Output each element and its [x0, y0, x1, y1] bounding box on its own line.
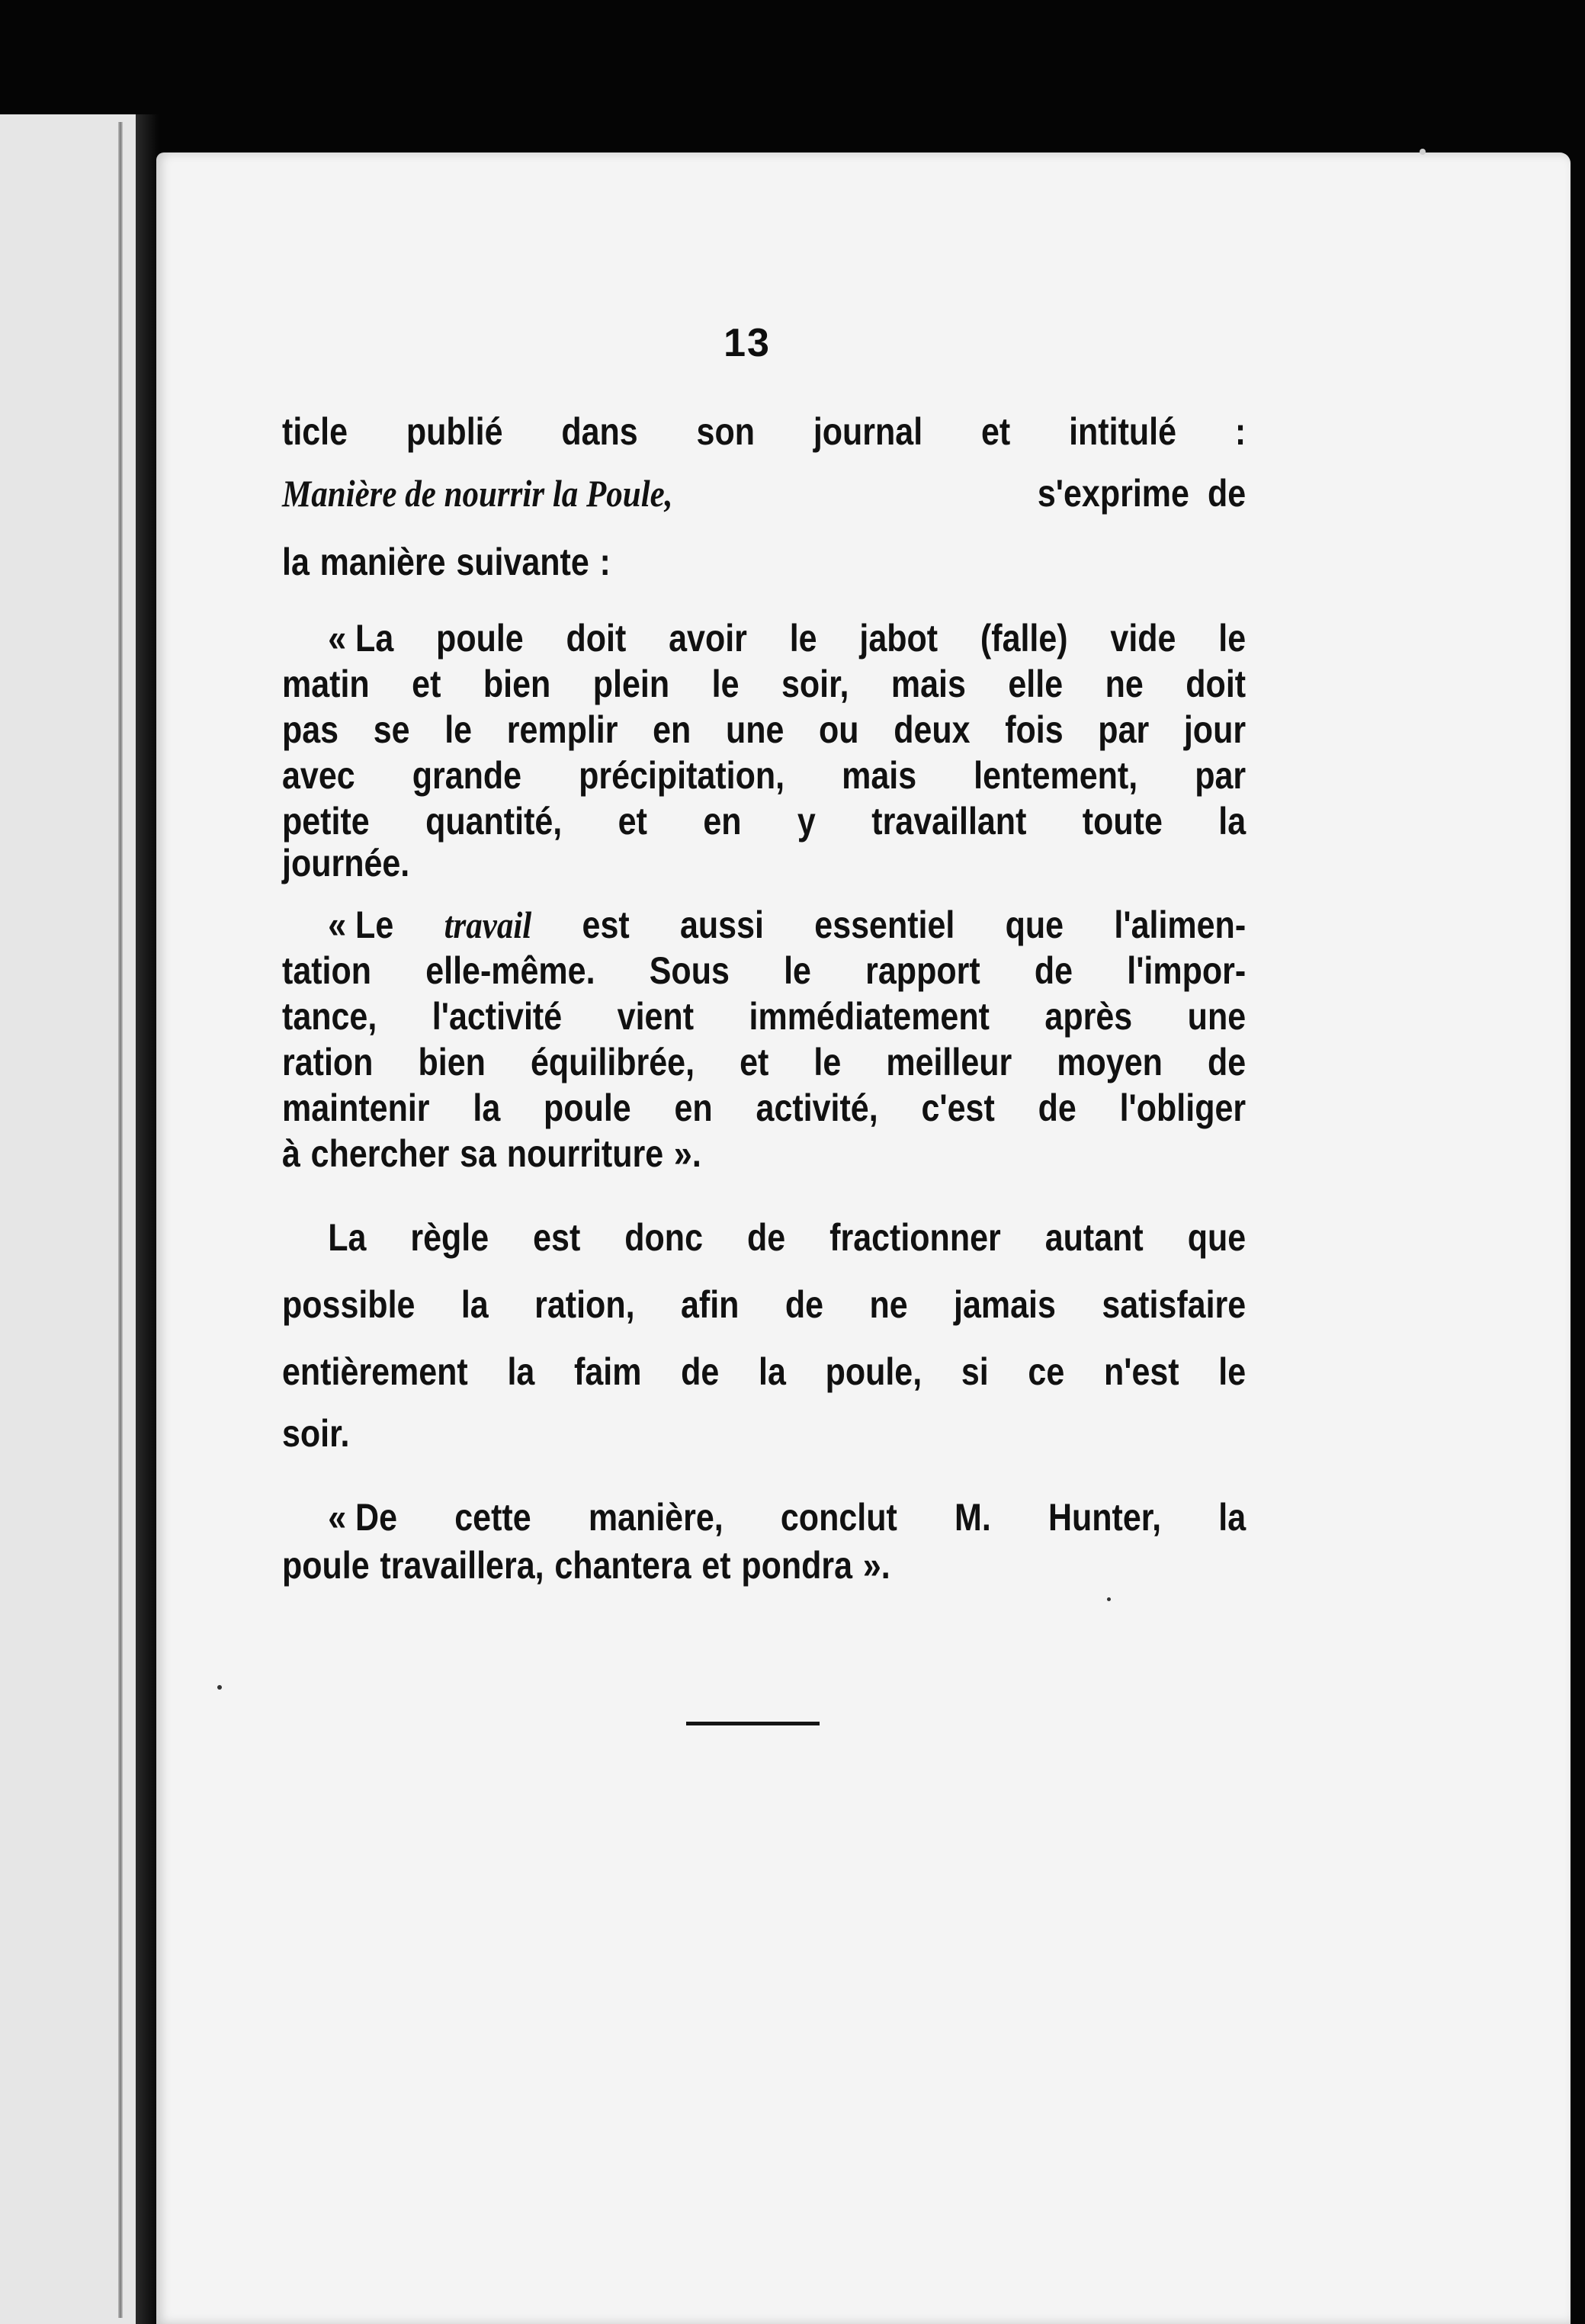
- word: à: [282, 1132, 300, 1175]
- word: poule,: [825, 1350, 922, 1393]
- text-line: [282, 993, 1246, 1039]
- word: poule: [544, 1087, 631, 1129]
- word: poule: [436, 617, 524, 660]
- word: ce: [1028, 1350, 1065, 1393]
- word: le: [1218, 1350, 1247, 1393]
- word: par: [1098, 708, 1150, 751]
- word: le: [789, 617, 817, 660]
- word: maintenir: [282, 1087, 430, 1129]
- article-title-italic: Manière de nourrir la Poule,: [282, 472, 673, 515]
- word: publié: [406, 410, 503, 453]
- word: chercher: [310, 1132, 450, 1175]
- word: de: [746, 1216, 786, 1259]
- word: intitulé: [1069, 410, 1177, 453]
- word: pas: [282, 708, 339, 751]
- word: « Le: [328, 904, 394, 946]
- word: l'impor-: [1127, 949, 1247, 992]
- word: rapport: [865, 949, 980, 992]
- word: une: [725, 708, 784, 751]
- word: s'exprime: [1037, 472, 1189, 515]
- text-line: [282, 1405, 1246, 1466]
- word: lentement,: [974, 754, 1138, 797]
- word: de: [784, 1283, 824, 1326]
- speck: [1420, 149, 1426, 155]
- word: elle-même.: [425, 949, 595, 992]
- word: ration,: [534, 1283, 635, 1326]
- word: satisfaire: [1102, 1283, 1247, 1326]
- word: et: [701, 1544, 731, 1587]
- word: et: [740, 1041, 769, 1083]
- text-line: [282, 1492, 1246, 1542]
- word: tation: [282, 949, 372, 992]
- word: travaillant: [871, 800, 1027, 843]
- word: quantité,: [425, 800, 563, 843]
- word: elle: [1008, 663, 1064, 705]
- page-body: [282, 408, 1247, 1588]
- text-line: [282, 525, 1246, 592]
- word: suivante: [456, 541, 589, 583]
- word: l'obliger: [1119, 1087, 1247, 1129]
- word: règle: [410, 1216, 489, 1259]
- word: la: [282, 541, 310, 583]
- word: par: [1195, 754, 1247, 797]
- word: grande: [412, 754, 522, 797]
- speck: [217, 1685, 222, 1690]
- text-line: [282, 753, 1246, 798]
- word: une: [1187, 995, 1247, 1038]
- paragraph-continuation: [282, 408, 1246, 592]
- word: et: [412, 663, 441, 705]
- word: toute: [1082, 800, 1163, 843]
- word: de: [1038, 1087, 1076, 1129]
- word: possible: [282, 1283, 416, 1326]
- word: en: [653, 708, 691, 751]
- word: cette: [454, 1496, 531, 1539]
- speck: [1107, 1597, 1111, 1601]
- word: précipitation,: [579, 754, 785, 797]
- word: et: [981, 410, 1011, 453]
- word: n'est: [1103, 1350, 1179, 1393]
- word: après: [1044, 995, 1133, 1038]
- quote-paragraph: [282, 902, 1246, 1176]
- word: immédiatement: [749, 995, 990, 1038]
- word: mais: [890, 663, 966, 705]
- word: travaillera,: [380, 1544, 544, 1587]
- word: jabot: [859, 617, 938, 660]
- left-page-edge-strip: [0, 114, 136, 2324]
- word: avec: [282, 754, 355, 797]
- word: doit: [566, 617, 627, 660]
- word: remplir: [506, 708, 618, 751]
- word: poule: [282, 1544, 370, 1587]
- word: est: [533, 1216, 581, 1259]
- word: :: [599, 541, 611, 583]
- word: manière: [319, 541, 446, 583]
- word: tance,: [282, 995, 377, 1038]
- word: son: [696, 410, 755, 453]
- word: vide: [1110, 617, 1176, 660]
- gutter-shadow: [136, 114, 159, 2324]
- word: le: [1218, 617, 1247, 660]
- word: donc: [624, 1216, 703, 1259]
- word: la: [507, 1350, 535, 1393]
- word: journée.: [282, 842, 410, 884]
- page-number: 13: [724, 321, 771, 365]
- word: ».: [673, 1132, 701, 1175]
- word: autant: [1044, 1216, 1144, 1259]
- word: ne: [1105, 663, 1144, 705]
- word: soir,: [781, 663, 849, 705]
- word: le: [813, 1041, 842, 1083]
- paragraph: [282, 1204, 1246, 1466]
- text-line: [282, 948, 1246, 993]
- text-line: [282, 1085, 1246, 1131]
- italic-word: travail: [444, 904, 532, 946]
- word: se: [373, 708, 410, 751]
- word: Sous: [649, 949, 730, 992]
- text-line: [282, 1542, 1246, 1588]
- word: aussi: [680, 904, 764, 946]
- word: l'alimen-: [1114, 904, 1247, 946]
- word: de: [1207, 1041, 1247, 1083]
- word: fractionner: [829, 1216, 1001, 1259]
- word: la: [1218, 800, 1247, 843]
- word: de: [681, 1350, 720, 1393]
- word: Hunter,: [1048, 1496, 1162, 1539]
- word: nourriture: [506, 1132, 664, 1175]
- word: deux: [894, 708, 971, 751]
- word: conclut: [780, 1496, 897, 1539]
- word: jour: [1183, 708, 1247, 751]
- word: de: [1208, 472, 1247, 515]
- word: « De: [328, 1496, 398, 1539]
- text-line: [282, 615, 1246, 661]
- word: sa: [460, 1132, 496, 1175]
- word: le: [784, 949, 811, 992]
- word: et: [618, 800, 647, 843]
- word: (falle): [980, 617, 1068, 660]
- word: si: [961, 1350, 989, 1393]
- word: c'est: [921, 1087, 995, 1129]
- word: la: [460, 1283, 489, 1326]
- word: la: [1218, 1496, 1247, 1539]
- text-line: [282, 408, 1246, 455]
- word: vient: [617, 995, 695, 1038]
- word: La: [328, 1216, 367, 1259]
- word: bien: [418, 1041, 486, 1083]
- word: ne: [869, 1283, 908, 1326]
- word: avoir: [669, 617, 747, 660]
- word: équilibrée,: [530, 1041, 695, 1083]
- word: activité,: [756, 1087, 878, 1129]
- text-line: [282, 1271, 1246, 1338]
- quote-paragraph: [282, 615, 1246, 887]
- word: ration: [282, 1041, 374, 1083]
- word: que: [1187, 1216, 1247, 1259]
- word: pondra: [741, 1544, 853, 1587]
- word: doit: [1186, 663, 1247, 705]
- word: essentiel: [814, 904, 955, 946]
- word: la: [473, 1087, 501, 1129]
- word: M.: [954, 1496, 991, 1539]
- word: :: [1234, 410, 1247, 453]
- word: matin: [282, 663, 370, 705]
- word: mais: [842, 754, 917, 797]
- word: moyen: [1057, 1041, 1163, 1083]
- word: de: [1034, 949, 1073, 992]
- left-page-binding-line: [118, 122, 123, 2318]
- word: ou: [819, 708, 859, 751]
- word: la: [759, 1350, 786, 1393]
- text-line: [282, 661, 1246, 707]
- word: bien: [483, 663, 551, 705]
- word: ».: [862, 1544, 890, 1587]
- word: soir.: [282, 1412, 350, 1455]
- word: en: [703, 800, 742, 843]
- word: l'activité: [432, 995, 563, 1038]
- text-line: [282, 1338, 1246, 1405]
- quote-paragraph: [282, 1492, 1246, 1588]
- text-line: [282, 1039, 1246, 1085]
- word: le: [711, 663, 740, 705]
- word: dans: [561, 410, 638, 453]
- word: ticle: [282, 410, 348, 453]
- text-line: [282, 1131, 1246, 1176]
- word: que: [1005, 904, 1064, 946]
- end-rule: [686, 1722, 820, 1725]
- word: meilleur: [886, 1041, 1012, 1083]
- text-line: [282, 844, 1246, 887]
- text-line: [282, 798, 1246, 844]
- word: « La: [328, 617, 394, 660]
- word: y: [797, 800, 816, 843]
- word: plein: [592, 663, 670, 705]
- text-line: [282, 455, 1246, 525]
- word: en: [674, 1087, 713, 1129]
- word: manière,: [588, 1496, 724, 1539]
- word: journal: [813, 410, 923, 453]
- word: faim: [574, 1350, 642, 1393]
- word: petite: [282, 800, 370, 843]
- text-line: [282, 707, 1246, 753]
- word: chantera: [554, 1544, 691, 1587]
- word: jamais: [954, 1283, 1056, 1326]
- text-line: [282, 1204, 1246, 1271]
- word: afin: [680, 1283, 740, 1326]
- word: le: [444, 708, 473, 751]
- word: est: [582, 904, 630, 946]
- word: entièrement: [282, 1350, 468, 1393]
- word: fois: [1005, 708, 1064, 751]
- text-line: [282, 902, 1246, 948]
